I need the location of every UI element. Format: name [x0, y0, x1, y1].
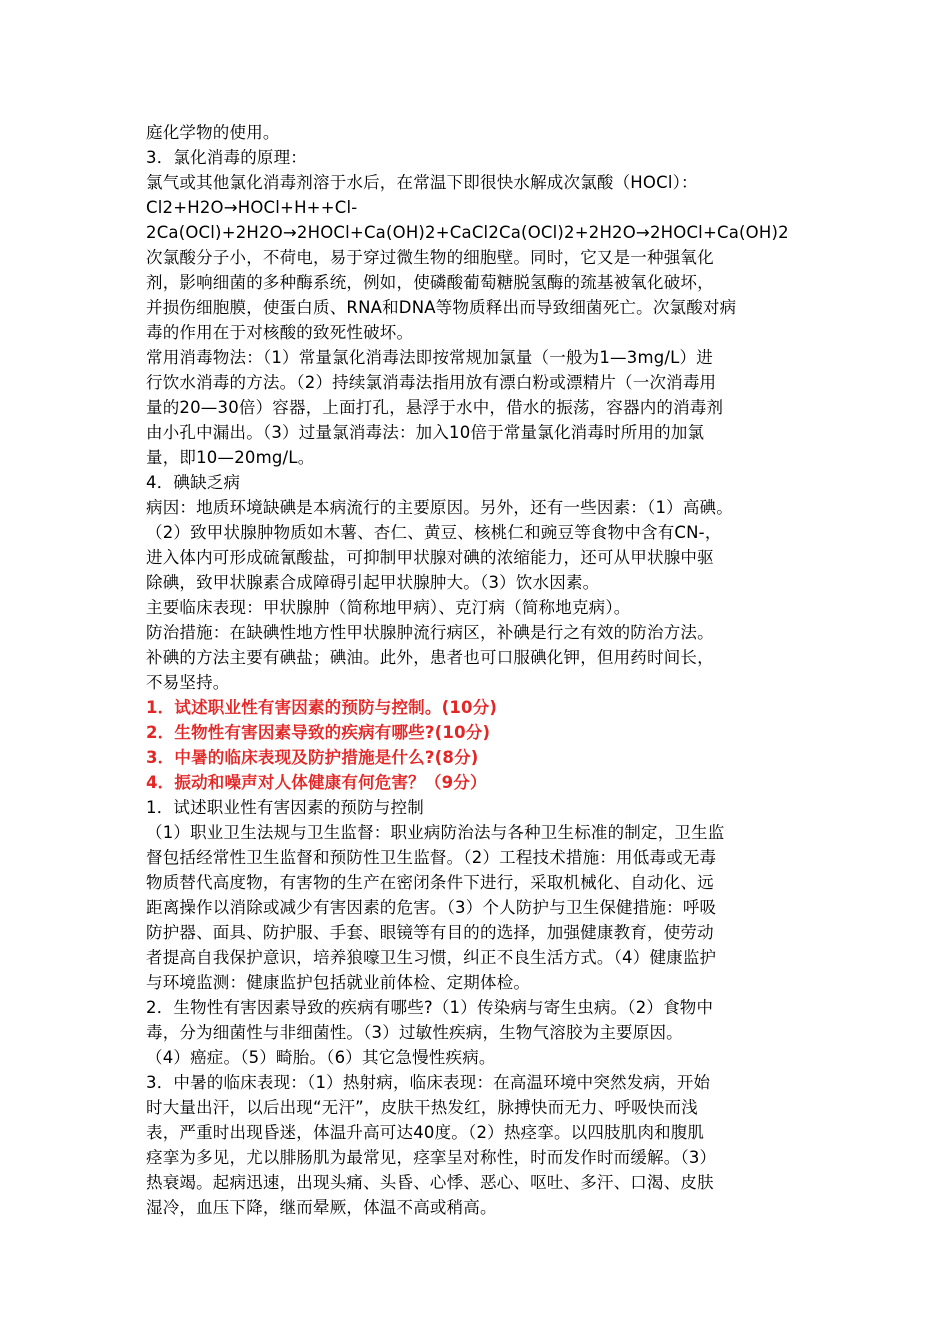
question-line: 3．中暑的临床表现及防护措施是什么?(8分) — [146, 748, 479, 767]
question-line: 1．试述职业性有害因素的预防与控制。(10分) — [146, 698, 498, 717]
document-page — [146, 120, 826, 1220]
text-line: 3．中暑的临床表现：（1）热射病，临床表现：在高温环境中突然发病，开始 — [146, 1073, 711, 1092]
text-line: 次氯酸分子小，不荷电，易于穿过微生物的细胞壁。同时，它又是一种强氧化 — [146, 248, 714, 267]
text-line: 毒，分为细菌性与非细菌性。（3）过敏性疾病，生物气溶胶为主要原因。 — [146, 1023, 683, 1042]
text-line: （1）职业卫生法规与卫生监督：职业病防治法与各种卫生标准的制定，卫生监 — [146, 823, 725, 842]
text-line: 者提高自我保护意识，培养狼嚎卫生习惯，纠正不良生活方式。（4）健康监护 — [146, 948, 717, 967]
text-line: 进入体内可形成硫氰酸盐，可抑制甲状腺对碘的浓缩能力，还可从甲状腺中驱 — [146, 548, 714, 567]
text-line: 氯气或其他氯化消毒剂溶于水后，在常温下即很快水解成次氯酸（HOCl）： — [146, 173, 698, 192]
question-line: 2．生物性有害因素导致的疾病有哪些?(10分) — [146, 723, 491, 742]
text-line: 毒的作用在于对核酸的致死性破坏。 — [146, 323, 414, 342]
text-line: 补碘的方法主要有碘盐；碘油。此外，患者也可口服碘化钾，但用药时间长， — [146, 648, 714, 667]
text-line: 剂，影响细菌的多种酶系统，例如，使磷酸葡萄糖脱氢酶的巯基被氧化破坏， — [146, 273, 714, 292]
text-line: 3．氯化消毒的原理： — [146, 148, 307, 167]
text-line: 行饮水消毒的方法。（2）持续氯消毒法指用放有漂白粉或漂精片（一次消毒用 — [146, 373, 717, 392]
question-line: 4．振动和噪声对人体健康有何危害？（9分） — [146, 773, 487, 792]
text-line: （2）致甲状腺肿物质如木薯、杏仁、黄豆、核桃仁和豌豆等食物中含有CN-， — [146, 523, 722, 542]
text-line: 庭化学物的使用。 — [146, 123, 280, 142]
text-line: 与环境监测：健康监护包括就业前体检、定期体检。 — [146, 973, 531, 992]
text-line: 常用消毒物法：（1）常量氯化消毒法即按常规加氯量（一般为1—3mg/L）进 — [146, 348, 713, 367]
text-line: 物质替代高度物，有害物的生产在密闭条件下进行，采取机械化、自动化、远 — [146, 873, 714, 892]
text-line: 湿冷，血压下降，继而晕厥，体温不高或稍高。 — [146, 1198, 497, 1217]
text-line: 防治措施：在缺碘性地方性甲状腺肿流行病区，补碘是行之有效的防治方法。 — [146, 623, 714, 642]
text-line: 表，严重时出现昏迷，体温升高可达40度。（2）热痉挛。以四肢肌肉和腹肌 — [146, 1123, 705, 1142]
text-line: Cl2+H2O→HOCl+H++Cl- — [146, 198, 358, 217]
text-line: 并损伤细胞膜，使蛋白质、RNA和DNA等物质释出而导致细菌死亡。次氯酸对病 — [146, 298, 737, 317]
text-line: 2．生物性有害因素导致的疾病有哪些?（1）传染病与寄生虫病。（2）食物中 — [146, 998, 714, 1017]
text-line: 除碘，致甲状腺素合成障碍引起甲状腺肿大。（3）饮水因素。 — [146, 573, 600, 592]
text-line: 1．试述职业性有害因素的预防与控制 — [146, 798, 424, 817]
text-line: 量，即10—20mg/L。 — [146, 448, 315, 467]
text-line: 不易坚持。 — [146, 673, 230, 692]
text-line: 4．碘缺乏病 — [146, 473, 241, 492]
text-line: 主要临床表现：甲状腺肿（简称地甲病）、克汀病（简称地克病）。 — [146, 598, 631, 617]
text-line: 病因：地质环境缺碘是本病流行的主要原因。另外，还有一些因素：（1）高碘。 — [146, 498, 733, 517]
text-line: 痉挛为多见，尤以腓肠肌为最常见，痉挛呈对称性，时而发作时而缓解。（3） — [146, 1148, 717, 1167]
text-line: 督包括经常性卫生监督和预防性卫生监督。（2）工程技术措施：用低毒或无毒 — [146, 848, 717, 867]
text-line: 时大量出汗，以后出现“无汗”，皮肤干热发红，脉搏快而无力、呼吸快而浅 — [146, 1098, 698, 1117]
text-line: 热衰竭。起病迅速，出现头痛、头昏、心悸、恶心、呕吐、多汗、口渴、皮肤 — [146, 1173, 714, 1192]
text-line: 量的20—30倍）容器，上面打孔，悬浮于水中，借水的振荡，容器内的消毒剂 — [146, 398, 724, 417]
text-line: 2Ca(OCl)+2H2O→2HOCl+Ca(OH)2+CaCl2Ca(OCl)2+2H2O→2HOCl+Ca(OH)2 — [146, 223, 789, 242]
text-line: 距离操作以消除或减少有害因素的危害。（3）个人防护与卫生保健措施：呼吸 — [146, 898, 717, 917]
text-line: 防护器、面具、防护服、手套、眼镜等有目的的选择，加强健康教育，使劳动 — [146, 923, 714, 942]
text-line: 由小孔中漏出。（3）过量氯消毒法：加入10倍于常量氯化消毒时所用的加氯 — [146, 423, 705, 442]
text-line: （4）癌症。（5）畸胎。（6）其它急慢性疾病。 — [146, 1048, 496, 1067]
